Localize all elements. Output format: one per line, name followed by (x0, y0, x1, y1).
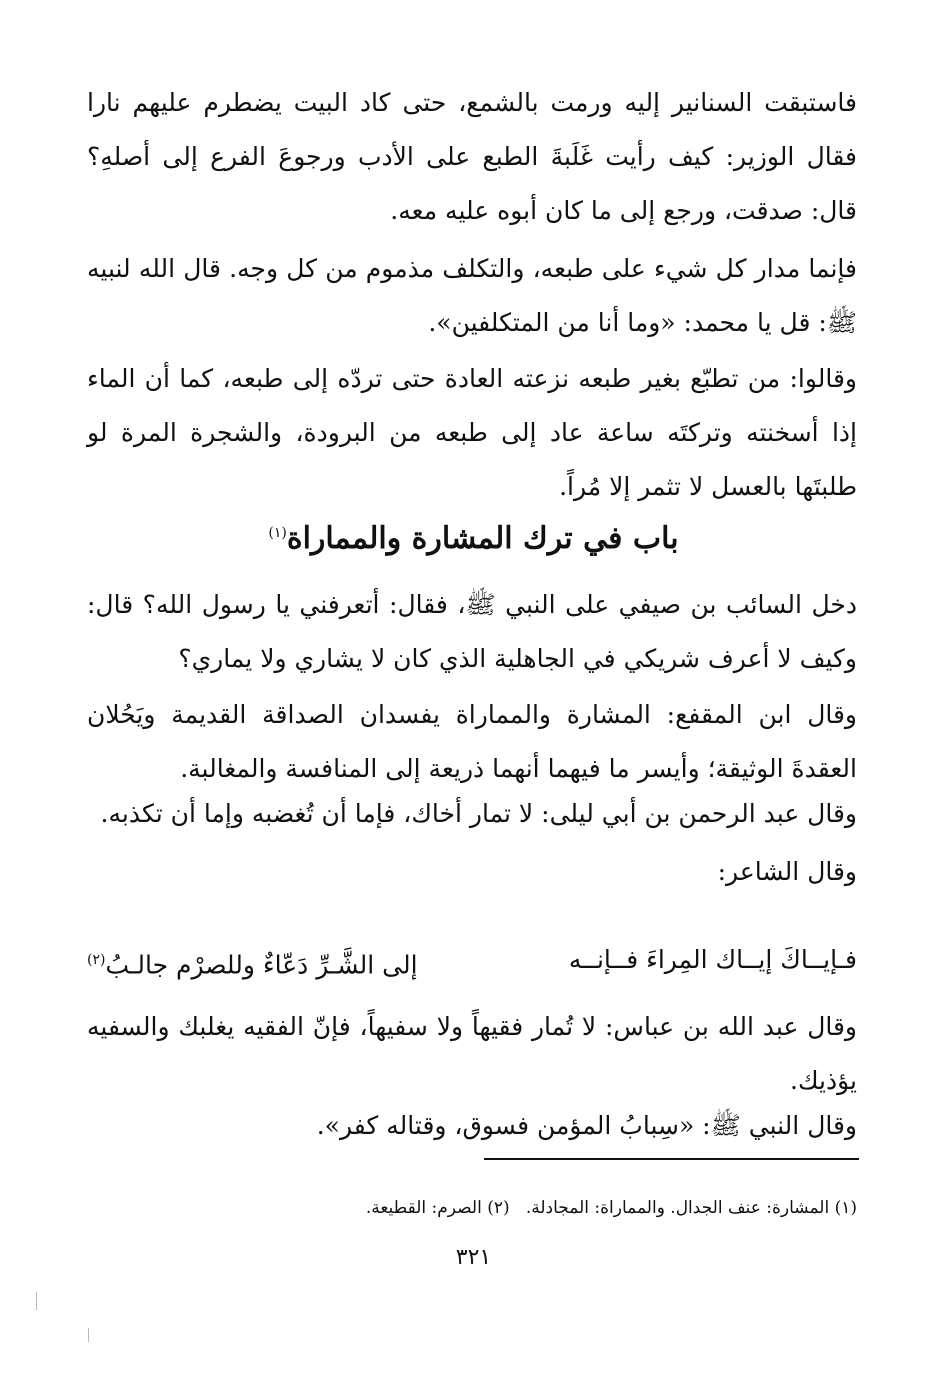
footnote-2: (٢) الصرم: القطيعة. (365, 1198, 510, 1218)
paragraph-ibn-abbas: وقال عبد الله بن عباس: لا تُمار فقيهاً ولا سفيهاً، فإنّ الفقيه يغلبك والسفيه يؤذيك. (87, 1012, 857, 1095)
verse-footnote-mark: (٢) (87, 952, 106, 968)
page-number: ٣٢١ (455, 1245, 492, 1270)
verse-second-hemistich-wrap (87, 940, 418, 985)
verse-first-hemistich: فـإيــاكَ إيــاك المِراءَ فــإنــه (568, 945, 857, 974)
paragraph-poet-intro: وقال الشاعر: (717, 857, 857, 886)
paragraph-water-tree: وقالوا: من تطبّع بغير طبعه نزعته العادة حتى تردّه إلى طبعه، كما أن الماء إذا أسخنته وتركتَه ساعة عاد إلى طبعه من البرودة، والشجرة المرة لو طلبتَها بالعسل لا تثمر إلا مُراً. (87, 364, 857, 501)
paragraph-ibn-muqaffa: وقال ابن المقفع: المشارة والمماراة يفسدان الصداقة القديمة ويَحُلان العقدةَ الوثيقة؛ وأيسر ما فيهما أنهما ذريعة إلى المنافسة والمغالبة. (87, 700, 857, 783)
footnote-1: (١) المشارة: عنف الجدال. والمماراة: المجادلة. (525, 1198, 857, 1218)
footnotes (87, 1194, 857, 1222)
poem-verse (87, 940, 857, 985)
paragraph-saib-hadith: دخل السائب بن صيفي على النبي ﷺ، فقال: أتعرفني يا رسول الله؟ قال: وكيف لا أعرف شريكي في الجاهلية الذي كان لا يشاري ولا يماري؟ (87, 590, 857, 673)
paragraph-nature-affectation: فإنما مدار كل شيء على طبعه، والتكلف مذموم من كل وجه. قال الله لنبيه ﷺ: قل يا محمد: «وما أنا من المتكلفين». (87, 254, 857, 337)
chapter-title-text: باب في ترك المشارة والمماراة (286, 521, 679, 556)
paragraph-ibn-abi-layla: وقال عبد الرحمن بن أبي ليلى: لا تمار أخاك، فإما أن تُغضبه وإما أن تكذبه. (100, 799, 857, 828)
scan-speck (88, 1328, 89, 1342)
chapter-title (90, 510, 857, 562)
scan-speck (36, 1292, 37, 1310)
paragraph-cats-story: فاستبقت السنانير إليه ورمت بالشمع، حتى كاد البيت يضطرم عليهم نارا فقال الوزير: كيف رأيت غَلَبةَ الطبع على الأدب ورجوعَ الفرع إلى أصلهِ؟ قال: صدقت، ورجع إلى ما كان أبوه عليه معه. (87, 88, 857, 225)
verse-second-hemistich: إلى الشَّـرِّ دَعّاءٌ وللصرْم جالـبُ (105, 950, 418, 980)
paragraph-prophet-hadith: وقال النبي ﷺ: «سِبابُ المؤمن فسوق، وقتاله كفر». (316, 1111, 857, 1140)
footnote-divider (484, 1158, 859, 1160)
chapter-footnote-mark: (١) (268, 525, 287, 541)
